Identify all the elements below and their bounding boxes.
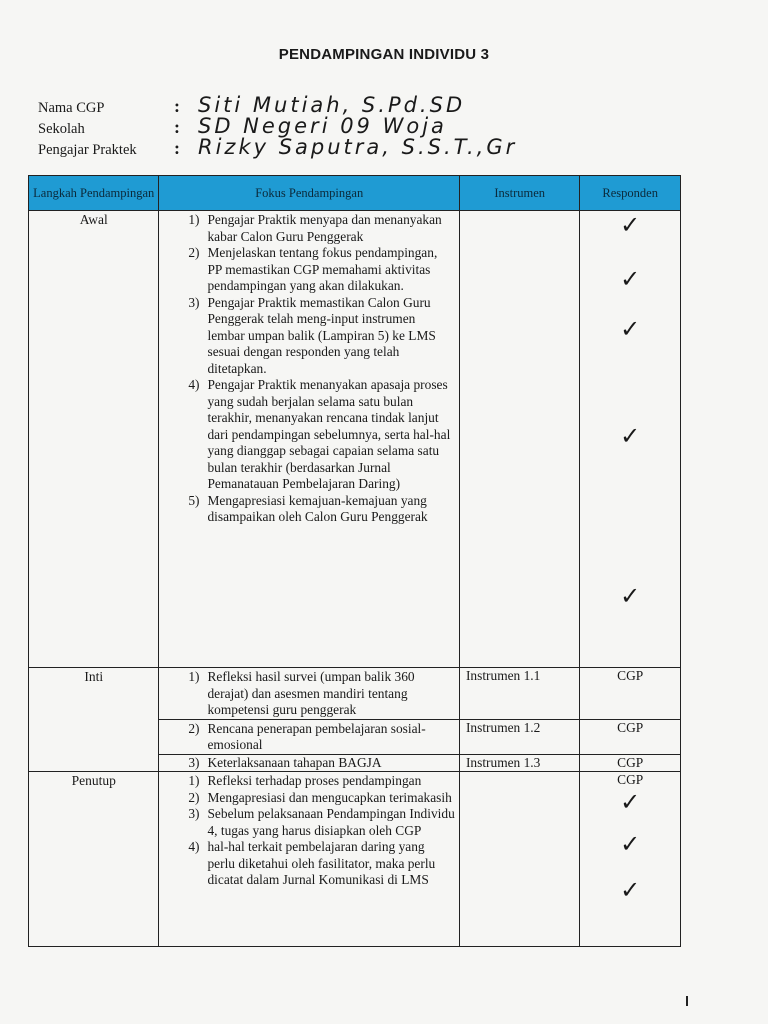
header-langkah: Langkah Pendampingan	[29, 176, 159, 211]
item-text: Sebelum pelaksanaan Pendampingan Individu 4, tugas yang harus disiapkan oleh CGP	[207, 806, 455, 838]
document-title: PENDAMPINGAN INDIVIDU 3	[278, 46, 490, 63]
item-number: 2)	[188, 789, 200, 805]
stage-awal: Awal	[29, 211, 159, 668]
item-text: Mengapresiasi kemajuan-kemajuan yang disampaikan oleh Calon Guru Penggerak	[207, 492, 428, 524]
table-row-penutup	[29, 772, 681, 947]
stage-inti: Inti	[29, 668, 159, 772]
header-instrumen: Instrumen	[459, 176, 579, 211]
item-text: Keterlaksanaan tahapan BAGJA	[207, 754, 382, 770]
meta-label: Nama CGP	[38, 100, 105, 116]
checkmark-icon: ✓	[620, 211, 641, 239]
item-text: Pengajar Praktik menyapa dan menanyakan kabar Calon Guru Penggerak	[207, 212, 442, 244]
meta-colon: :	[174, 96, 180, 116]
instrumen-inti-3: Instrumen 1.3	[459, 754, 579, 772]
header-responden: Responden	[580, 176, 681, 211]
responden-penutup	[580, 772, 681, 947]
meta-value-sekolah: SD Negeri 09 Woja	[198, 114, 447, 138]
fokus-awal	[159, 211, 459, 668]
meta-row-pengajar	[38, 135, 518, 159]
meta-label: Pengajar Praktek	[38, 142, 137, 158]
item-number: 3)	[188, 806, 200, 821]
list-item	[159, 377, 454, 493]
list-item	[159, 295, 454, 378]
item-number: 2)	[188, 720, 200, 736]
fokus-inti-3	[159, 754, 459, 772]
item-text: Rencana penerapan pembelajaran sosial-emosional	[207, 720, 426, 752]
responden-inti-3: CGP	[580, 754, 681, 772]
checkmark-icon: ✓	[620, 582, 641, 610]
item-text: Refleksi terhadap proses pendampingan	[207, 773, 422, 788]
item-number: 2)	[188, 245, 200, 260]
list-item	[159, 212, 454, 245]
identity-block	[38, 93, 518, 159]
item-number: 3)	[188, 754, 200, 770]
checkmark-icon: ✓	[620, 422, 641, 450]
item-number: 4)	[188, 377, 200, 392]
mentoring-table	[28, 175, 681, 947]
responden-awal	[580, 211, 681, 668]
item-text: hal-hal terkait pembelajaran daring yang perlu diketahui oleh fasilitator, maka perlu dicatat dalam Jurnal Komunikasi di LMS	[207, 839, 436, 887]
item-number: 1)	[188, 773, 200, 788]
responden-inti-1: CGP	[580, 668, 681, 720]
fokus-inti-1	[159, 668, 459, 720]
meta-row-nama	[38, 93, 517, 117]
header-fokus: Fokus Pendampingan	[159, 176, 459, 211]
item-text: Pengajar Praktik memastikan Calon Guru Penggerak telah meng-input instrumen lembar umpan balik (Lampiran 5) ke LMS sesuai dengan responden yang telah ditetapkan.	[207, 294, 436, 376]
instrumen-penutup	[459, 772, 579, 947]
item-text: Pengajar Praktik menanyakan apasaja proses yang sudah berjalan selama satu bulan terakhir, menanyakan rencana tindak lanjut dari pendampingan sebelumnya, serta hal-hal yang dianggap sebagai capaian selama satu bulan terakhir (berdasarkan Jurnal Pemanatauan Pembelajaran Daring)	[207, 377, 451, 491]
item-number: 5)	[188, 492, 200, 508]
item-text: Refleksi hasil survei (umpan balik 360 derajat) dan asesmen mandiri tentang kompetensi guru penggerak	[207, 669, 415, 717]
table-row-awal	[29, 211, 681, 668]
meta-colon: :	[174, 117, 180, 137]
checkmark-icon: ✓	[620, 788, 641, 816]
instrumen-inti-2: Instrumen 1.2	[459, 719, 579, 754]
table-header-row	[29, 176, 681, 211]
checkmark-icon: ✓	[620, 265, 641, 293]
checkmark-icon: ✓	[620, 830, 641, 858]
item-number: 1)	[188, 669, 200, 684]
list-item	[159, 790, 454, 807]
stage-penutup: Penutup	[29, 772, 159, 947]
checkmark-icon: ✓	[620, 876, 641, 904]
responden-inti-2: CGP	[580, 719, 681, 754]
item-text: Mengapresiasi dan mengucapkan terimakasih	[207, 789, 452, 805]
fokus-inti-2	[159, 719, 459, 754]
item-text: Menjelaskan tentang fokus pendampingan, PP memastikan CGP memahami aktivitas pendampingan yang akan dilakukan.	[207, 245, 438, 293]
list-item	[159, 773, 454, 790]
instrumen-inti-1: Instrumen 1.1	[459, 668, 579, 720]
list-item	[159, 493, 454, 526]
list-item	[159, 245, 454, 295]
meta-label: Sekolah	[38, 121, 85, 137]
fokus-penutup	[159, 772, 459, 947]
meta-row-sekolah	[38, 114, 517, 138]
instrumen-awal	[459, 211, 579, 668]
item-number: 1)	[188, 212, 200, 227]
responden-cgp: CGP	[617, 772, 644, 787]
item-number: 4)	[188, 839, 200, 854]
meta-value-pengajar: Rizky Saputra, S.S.T.,Gr	[198, 135, 518, 159]
table-row-inti-1	[29, 668, 681, 720]
meta-value-nama: Siti Mutiah, S.Pd.SD	[198, 93, 466, 117]
page-mark	[686, 996, 688, 1006]
item-number: 3)	[188, 294, 200, 310]
list-item	[159, 839, 454, 889]
meta-colon: :	[174, 138, 180, 158]
list-item	[159, 806, 454, 839]
checkmark-icon: ✓	[620, 315, 641, 343]
